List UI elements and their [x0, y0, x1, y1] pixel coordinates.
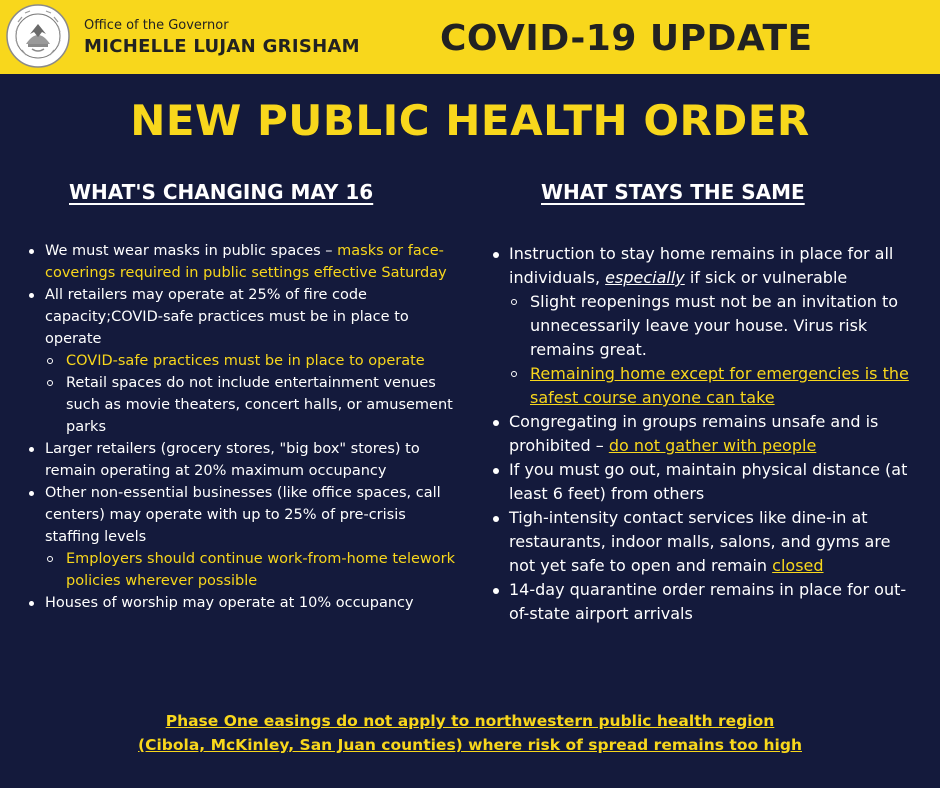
list-item: We must wear masks in public spaces – masks or face-coverings required in public settings effective Saturday: [26, 240, 462, 284]
footer-line-1: Phase One easings do not apply to northwestern public health region: [165, 712, 775, 730]
list-item: Larger retailers (grocery stores, "big box" stores) to remain operating at 20% maximum occupancy: [26, 438, 462, 482]
sub-list-item: COVID-safe practices must be in place to operate: [45, 350, 462, 372]
list-item: All retailers may operate at 25% of fire code capacity;COVID-safe practices must be in place to operate COVID-safe practices must be in place to operate Retail spaces do not include entertainment venues such as movie theaters, concert halls, or amusement parks: [26, 284, 462, 438]
sub-list-item: Employers should continue work-from-home telework policies wherever possible: [45, 548, 462, 592]
list-item: Congregating in groups remains unsafe and is prohibited – do not gather with people: [490, 410, 915, 458]
footer-line-2: (Cibola, McKinley, San Juan counties) where risk of spread remains too high: [138, 736, 802, 754]
stays-same-column: [490, 242, 915, 626]
list-item: Houses of worship may operate at 10% occupancy: [26, 592, 462, 614]
changing-column: [26, 240, 462, 614]
sub-list-item: Slight reopenings must not be an invitation to unnecessarily leave your house. Virus risk remains great.: [509, 290, 915, 362]
page-title: NEW PUBLIC HEALTH ORDER: [130, 96, 810, 145]
sub-list-item: Remaining home except for emergencies is the safest course anyone can take: [509, 362, 915, 410]
state-seal-icon: [6, 4, 70, 68]
same-heading: WHAT STAYS THE SAME: [541, 180, 805, 204]
list-item: If you must go out, maintain physical distance (at least 6 feet) from others: [490, 458, 915, 506]
list-item: Tigh-intensity contact services like dine-in at restaurants, indoor malls, salons, and gyms are not yet safe to open and remain closed: [490, 506, 915, 578]
governor-name: MICHELLE LUJAN GRISHAM: [84, 36, 360, 57]
list-item: Instruction to stay home remains in place for all individuals, especially if sick or vulnerable Slight reopenings must not be an invitation to unnecessarily leave your house. Virus risk remains great. Remaining home except for emergencies is the safest course anyone can take: [490, 242, 915, 410]
footer-note: [0, 709, 940, 757]
changing-heading: WHAT'S CHANGING MAY 16: [69, 180, 374, 204]
office-label: Office of the Governor: [84, 18, 229, 33]
header-bar: [0, 0, 940, 74]
update-title: COVID-19 UPDATE: [440, 18, 813, 59]
list-item: Other non-essential businesses (like office spaces, call centers) may operate with up to 25% of pre-crisis staffing levels Employers should continue work-from-home telework policies wherever possible: [26, 482, 462, 592]
sub-list-item: Retail spaces do not include entertainment venues such as movie theaters, concert halls, or amusement parks: [45, 372, 462, 438]
list-item: 14-day quarantine order remains in place for out-of-state airport arrivals: [490, 578, 915, 626]
